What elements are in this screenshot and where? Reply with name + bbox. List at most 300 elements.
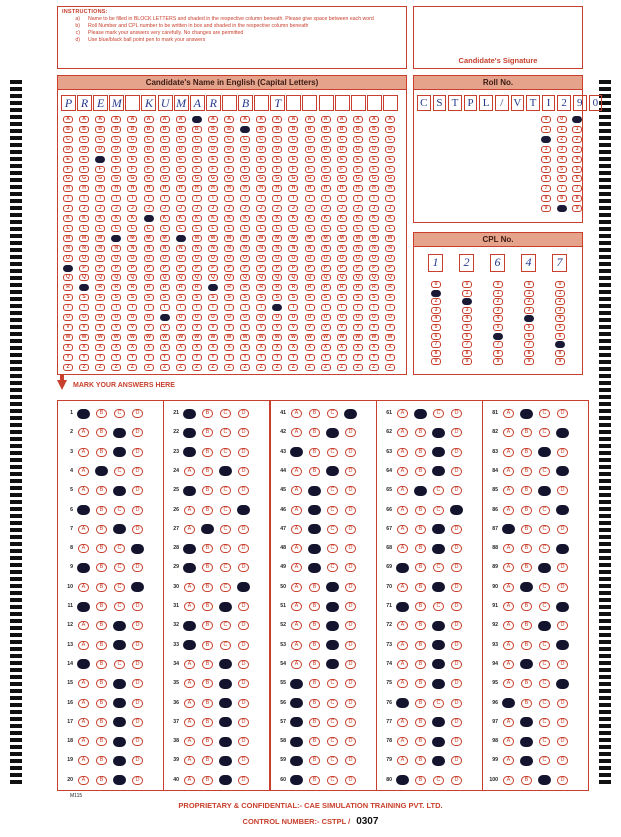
- answer-bubble-b[interactable]: B: [521, 506, 532, 515]
- answer-bubble-a[interactable]: A: [78, 525, 89, 534]
- name-bubble[interactable]: Q: [353, 274, 363, 281]
- name-bubble[interactable]: D: [208, 146, 218, 153]
- name-bubble[interactable]: J: [144, 205, 154, 212]
- name-bubble[interactable]: M: [256, 235, 266, 242]
- name-bubble[interactable]: Z: [63, 364, 73, 371]
- answer-bubble-d[interactable]: D: [238, 776, 249, 785]
- name-bubble[interactable]: J: [127, 205, 137, 212]
- name-bubble[interactable]: A: [288, 116, 298, 123]
- name-bubble[interactable]: X: [321, 344, 331, 351]
- name-bubble[interactable]: V: [160, 324, 170, 331]
- name-bubble[interactable]: H: [79, 185, 89, 192]
- answer-bubble-a[interactable]: A: [503, 756, 514, 765]
- name-bubble[interactable]: O: [272, 255, 282, 262]
- name-char-box[interactable]: P: [61, 95, 76, 111]
- name-bubble[interactable]: K: [160, 215, 170, 222]
- cpl-bubble[interactable]: 7: [555, 341, 565, 348]
- answer-bubble-d[interactable]: D: [451, 718, 462, 727]
- name-bubble[interactable]: Q: [369, 274, 379, 281]
- name-bubble[interactable]: F: [224, 166, 234, 173]
- answer-bubble-d[interactable]: D: [556, 544, 569, 554]
- name-bubble[interactable]: F: [79, 166, 89, 173]
- name-bubble[interactable]: R: [224, 284, 234, 291]
- name-bubble[interactable]: I: [337, 195, 347, 202]
- answer-bubble-b[interactable]: B: [414, 486, 427, 496]
- answer-bubble-a[interactable]: A: [78, 544, 89, 553]
- answer-bubble-a[interactable]: A: [396, 563, 409, 573]
- answer-bubble-a[interactable]: A: [397, 583, 408, 592]
- name-bubble[interactable]: K: [176, 215, 186, 222]
- answer-bubble-c[interactable]: C: [432, 582, 445, 592]
- name-bubble[interactable]: F: [208, 166, 218, 173]
- answer-bubble-b[interactable]: B: [202, 486, 213, 495]
- answer-bubble-a[interactable]: A: [503, 602, 514, 611]
- name-char-box[interactable]: [125, 95, 140, 111]
- name-bubble[interactable]: V: [63, 324, 73, 331]
- name-bubble[interactable]: S: [305, 294, 315, 301]
- cpl-bubble[interactable]: 4: [431, 315, 441, 322]
- cpl-bubble[interactable]: 9: [524, 358, 534, 365]
- roll-bubble[interactable]: 6: [557, 175, 567, 182]
- answer-bubble-d[interactable]: D: [132, 776, 143, 785]
- cpl-bubble[interactable]: 0: [462, 281, 472, 288]
- name-bubble[interactable]: I: [369, 195, 379, 202]
- cpl-bubble[interactable]: 4: [493, 315, 503, 322]
- name-bubble[interactable]: H: [240, 185, 250, 192]
- name-bubble[interactable]: B: [321, 126, 331, 133]
- answer-bubble-d[interactable]: D: [238, 699, 249, 708]
- name-bubble[interactable]: L: [111, 225, 121, 232]
- roll-bubble[interactable]: 1: [541, 126, 551, 133]
- name-bubble[interactable]: C: [272, 136, 282, 143]
- name-bubble[interactable]: N: [79, 245, 89, 252]
- name-bubble[interactable]: G: [160, 175, 170, 182]
- answer-bubble-d[interactable]: D: [451, 641, 462, 650]
- answer-bubble-a[interactable]: A: [184, 718, 195, 727]
- answer-bubble-c[interactable]: C: [114, 602, 125, 611]
- answer-bubble-a[interactable]: A: [78, 756, 89, 765]
- answer-bubble-d[interactable]: D: [132, 718, 143, 727]
- answer-bubble-a[interactable]: A: [77, 659, 90, 669]
- name-bubble[interactable]: U: [144, 314, 154, 321]
- name-bubble[interactable]: L: [208, 225, 218, 232]
- name-bubble[interactable]: E: [224, 156, 234, 163]
- name-bubble[interactable]: M: [111, 235, 121, 242]
- answer-bubble-b[interactable]: B: [415, 602, 426, 611]
- answer-bubble-c[interactable]: C: [538, 621, 551, 631]
- name-bubble[interactable]: I: [160, 195, 170, 202]
- name-bubble[interactable]: D: [369, 146, 379, 153]
- cpl-bubble[interactable]: 6: [431, 333, 441, 340]
- name-bubble[interactable]: M: [160, 235, 170, 242]
- answer-bubble-b[interactable]: B: [202, 467, 213, 476]
- answer-bubble-c[interactable]: C: [113, 640, 126, 650]
- answer-bubble-d[interactable]: D: [451, 486, 462, 495]
- answer-bubble-b[interactable]: B: [202, 448, 213, 457]
- answer-bubble-c[interactable]: C: [432, 737, 445, 747]
- roll-char-box[interactable]: V: [511, 95, 525, 111]
- name-bubble[interactable]: T: [63, 304, 73, 311]
- answer-bubble-b[interactable]: B: [308, 505, 321, 515]
- answer-bubble-c[interactable]: C: [327, 506, 338, 515]
- roll-bubble[interactable]: 5: [572, 166, 582, 173]
- name-bubble[interactable]: J: [385, 205, 395, 212]
- answer-bubble-b[interactable]: B: [308, 563, 321, 573]
- name-bubble[interactable]: U: [272, 314, 282, 321]
- cpl-bubble[interactable]: 2: [431, 298, 441, 305]
- name-bubble[interactable]: T: [95, 304, 105, 311]
- name-bubble[interactable]: K: [385, 215, 395, 222]
- name-bubble[interactable]: U: [288, 314, 298, 321]
- answer-bubble-b[interactable]: B: [415, 544, 426, 553]
- answer-bubble-c[interactable]: C: [220, 621, 231, 630]
- answer-bubble-d[interactable]: D: [345, 428, 356, 437]
- name-bubble[interactable]: U: [176, 314, 186, 321]
- answer-bubble-b[interactable]: B: [308, 524, 321, 534]
- name-bubble[interactable]: S: [176, 294, 186, 301]
- name-bubble[interactable]: Z: [369, 364, 379, 371]
- name-bubble[interactable]: X: [95, 344, 105, 351]
- name-bubble[interactable]: U: [111, 314, 121, 321]
- answer-bubble-d[interactable]: D: [557, 756, 568, 765]
- name-bubble[interactable]: X: [127, 344, 137, 351]
- answer-bubble-a[interactable]: A: [397, 756, 408, 765]
- answer-bubble-b[interactable]: B: [202, 756, 213, 765]
- name-bubble[interactable]: U: [79, 314, 89, 321]
- answer-bubble-b[interactable]: B: [96, 428, 107, 437]
- roll-bubble[interactable]: 5: [541, 166, 551, 173]
- name-bubble[interactable]: X: [111, 344, 121, 351]
- name-bubble[interactable]: S: [63, 294, 73, 301]
- answer-bubble-a[interactable]: A: [78, 467, 89, 476]
- name-bubble[interactable]: Z: [144, 364, 154, 371]
- name-bubble[interactable]: V: [192, 324, 202, 331]
- answer-bubble-b[interactable]: B: [96, 486, 107, 495]
- cpl-char-box[interactable]: 4: [521, 254, 536, 272]
- answer-bubble-b[interactable]: B: [202, 641, 213, 650]
- answer-bubble-d[interactable]: D: [345, 602, 356, 611]
- answer-bubble-a[interactable]: A: [290, 717, 303, 727]
- name-bubble[interactable]: C: [176, 136, 186, 143]
- name-bubble[interactable]: P: [240, 265, 250, 272]
- answer-bubble-a[interactable]: A: [184, 776, 195, 785]
- answer-bubble-a[interactable]: A: [396, 602, 409, 612]
- name-bubble[interactable]: O: [111, 255, 121, 262]
- name-bubble[interactable]: Z: [95, 364, 105, 371]
- name-bubble[interactable]: K: [224, 215, 234, 222]
- name-bubble[interactable]: L: [79, 225, 89, 232]
- answer-bubble-a[interactable]: A: [397, 660, 408, 669]
- name-bubble[interactable]: D: [176, 146, 186, 153]
- name-bubble[interactable]: P: [144, 265, 154, 272]
- name-bubble[interactable]: N: [369, 245, 379, 252]
- name-bubble[interactable]: H: [272, 185, 282, 192]
- name-bubble[interactable]: F: [144, 166, 154, 173]
- answer-bubble-c[interactable]: C: [432, 447, 445, 457]
- name-bubble[interactable]: Y: [63, 354, 73, 361]
- answer-bubble-b[interactable]: B: [308, 486, 321, 496]
- name-bubble[interactable]: Z: [208, 364, 218, 371]
- name-bubble[interactable]: L: [288, 225, 298, 232]
- name-bubble[interactable]: L: [256, 225, 266, 232]
- cpl-bubble[interactable]: 1: [493, 290, 503, 297]
- answer-bubble-a[interactable]: A: [397, 506, 408, 515]
- name-bubble[interactable]: N: [208, 245, 218, 252]
- roll-bubble[interactable]: 8: [557, 195, 567, 202]
- name-bubble[interactable]: Y: [240, 354, 250, 361]
- answer-bubble-c[interactable]: C: [539, 660, 550, 669]
- answer-bubble-b[interactable]: B: [202, 699, 213, 708]
- answer-bubble-a[interactable]: A: [503, 428, 514, 437]
- answer-bubble-d[interactable]: D: [345, 563, 356, 572]
- answer-bubble-b[interactable]: B: [521, 679, 532, 688]
- answer-bubble-a[interactable]: A: [291, 409, 302, 418]
- answer-bubble-c[interactable]: C: [432, 544, 445, 554]
- answer-bubble-b[interactable]: B: [309, 428, 320, 437]
- name-bubble[interactable]: C: [385, 136, 395, 143]
- name-bubble[interactable]: W: [160, 334, 170, 341]
- answer-bubble-c[interactable]: C: [220, 563, 231, 572]
- name-bubble[interactable]: R: [240, 284, 250, 291]
- name-bubble[interactable]: D: [224, 146, 234, 153]
- name-bubble[interactable]: Z: [305, 364, 315, 371]
- answer-bubble-d[interactable]: D: [557, 718, 568, 727]
- answer-bubble-d[interactable]: D: [451, 544, 462, 553]
- answer-bubble-d[interactable]: D: [238, 428, 249, 437]
- name-bubble[interactable]: I: [144, 195, 154, 202]
- answer-bubble-d[interactable]: D: [451, 679, 462, 688]
- answer-bubble-d[interactable]: D: [557, 525, 568, 534]
- answer-bubble-a[interactable]: A: [503, 737, 514, 746]
- answer-bubble-d[interactable]: D: [132, 486, 143, 495]
- answer-bubble-d[interactable]: D: [237, 582, 250, 592]
- answer-bubble-a[interactable]: A: [396, 775, 409, 785]
- answer-bubble-b[interactable]: B: [96, 679, 107, 688]
- name-bubble[interactable]: Y: [337, 354, 347, 361]
- name-bubble[interactable]: T: [256, 304, 266, 311]
- name-bubble[interactable]: J: [176, 205, 186, 212]
- answer-bubble-c[interactable]: C: [113, 717, 126, 727]
- name-bubble[interactable]: T: [272, 304, 282, 311]
- name-bubble[interactable]: O: [144, 255, 154, 262]
- name-bubble[interactable]: B: [79, 126, 89, 133]
- name-bubble[interactable]: C: [127, 136, 137, 143]
- answer-bubble-d[interactable]: D: [557, 563, 568, 572]
- answer-bubble-b[interactable]: B: [96, 544, 107, 553]
- name-bubble[interactable]: Y: [369, 354, 379, 361]
- name-bubble[interactable]: D: [305, 146, 315, 153]
- name-bubble[interactable]: N: [240, 245, 250, 252]
- name-bubble[interactable]: A: [385, 116, 395, 123]
- name-bubble[interactable]: K: [353, 215, 363, 222]
- name-bubble[interactable]: S: [111, 294, 121, 301]
- name-bubble[interactable]: Y: [127, 354, 137, 361]
- name-bubble[interactable]: L: [63, 225, 73, 232]
- name-bubble[interactable]: W: [144, 334, 154, 341]
- name-bubble[interactable]: B: [353, 126, 363, 133]
- name-bubble[interactable]: M: [95, 235, 105, 242]
- answer-bubble-c[interactable]: C: [220, 409, 231, 418]
- name-bubble[interactable]: N: [353, 245, 363, 252]
- answer-bubble-c[interactable]: C: [219, 679, 232, 689]
- name-bubble[interactable]: O: [240, 255, 250, 262]
- answer-bubble-c[interactable]: C: [220, 506, 231, 515]
- name-bubble[interactable]: T: [337, 304, 347, 311]
- answer-bubble-b[interactable]: B: [521, 699, 532, 708]
- answer-bubble-b[interactable]: B: [415, 621, 426, 630]
- roll-bubble[interactable]: 9: [557, 205, 567, 212]
- name-bubble[interactable]: P: [256, 265, 266, 272]
- cpl-bubble[interactable]: 1: [462, 290, 472, 297]
- name-bubble[interactable]: F: [192, 166, 202, 173]
- name-bubble[interactable]: I: [111, 195, 121, 202]
- name-bubble[interactable]: V: [79, 324, 89, 331]
- answer-bubble-c[interactable]: C: [538, 563, 551, 573]
- answer-bubble-b[interactable]: B: [521, 467, 532, 476]
- name-bubble[interactable]: I: [79, 195, 89, 202]
- name-bubble[interactable]: V: [272, 324, 282, 331]
- answer-bubble-a[interactable]: A: [291, 563, 302, 572]
- answer-bubble-a[interactable]: A: [78, 428, 89, 437]
- answer-bubble-a[interactable]: A: [397, 718, 408, 727]
- cpl-bubble[interactable]: 5: [431, 324, 441, 331]
- name-bubble[interactable]: I: [353, 195, 363, 202]
- name-bubble[interactable]: M: [176, 235, 186, 242]
- answer-bubble-c[interactable]: C: [326, 582, 339, 592]
- name-bubble[interactable]: Q: [288, 274, 298, 281]
- roll-bubble[interactable]: 4: [557, 156, 567, 163]
- name-bubble[interactable]: E: [240, 156, 250, 163]
- name-bubble[interactable]: I: [192, 195, 202, 202]
- answer-bubble-a[interactable]: A: [291, 602, 302, 611]
- name-bubble[interactable]: L: [176, 225, 186, 232]
- name-bubble[interactable]: W: [288, 334, 298, 341]
- name-bubble[interactable]: K: [369, 215, 379, 222]
- answer-bubble-d[interactable]: D: [450, 505, 463, 515]
- name-bubble[interactable]: Z: [385, 364, 395, 371]
- name-bubble[interactable]: P: [160, 265, 170, 272]
- name-bubble[interactable]: Z: [160, 364, 170, 371]
- cpl-bubble[interactable]: 6: [493, 333, 503, 340]
- answer-bubble-a[interactable]: A: [77, 505, 90, 515]
- name-bubble[interactable]: O: [192, 255, 202, 262]
- name-bubble[interactable]: T: [176, 304, 186, 311]
- name-bubble[interactable]: K: [79, 215, 89, 222]
- answer-bubble-a[interactable]: A: [503, 486, 514, 495]
- name-bubble[interactable]: V: [111, 324, 121, 331]
- name-bubble[interactable]: Z: [176, 364, 186, 371]
- answer-bubble-b[interactable]: B: [309, 583, 320, 592]
- answer-bubble-b[interactable]: B: [96, 776, 107, 785]
- answer-bubble-c[interactable]: C: [327, 679, 338, 688]
- answer-bubble-b[interactable]: B: [415, 641, 426, 650]
- name-bubble[interactable]: F: [337, 166, 347, 173]
- name-bubble[interactable]: S: [160, 294, 170, 301]
- name-bubble[interactable]: Z: [337, 364, 347, 371]
- cpl-bubble[interactable]: 0: [493, 281, 503, 288]
- answer-bubble-b[interactable]: B: [309, 621, 320, 630]
- roll-bubble[interactable]: 6: [572, 175, 582, 182]
- answer-bubble-a[interactable]: A: [184, 602, 195, 611]
- answer-bubble-a[interactable]: A: [503, 448, 514, 457]
- name-bubble[interactable]: R: [176, 284, 186, 291]
- answer-bubble-b[interactable]: B: [415, 563, 426, 572]
- name-bubble[interactable]: H: [63, 185, 73, 192]
- name-bubble[interactable]: M: [240, 235, 250, 242]
- name-bubble[interactable]: E: [256, 156, 266, 163]
- answer-bubble-c[interactable]: C: [433, 776, 444, 785]
- answer-bubble-d[interactable]: D: [451, 428, 462, 437]
- name-bubble[interactable]: Y: [224, 354, 234, 361]
- name-bubble[interactable]: Q: [321, 274, 331, 281]
- answer-bubble-d[interactable]: D: [345, 486, 356, 495]
- answer-bubble-a[interactable]: A: [397, 641, 408, 650]
- name-bubble[interactable]: J: [337, 205, 347, 212]
- cpl-bubble[interactable]: 7: [493, 341, 503, 348]
- name-bubble[interactable]: P: [192, 265, 202, 272]
- name-bubble[interactable]: W: [79, 334, 89, 341]
- name-bubble[interactable]: V: [208, 324, 218, 331]
- answer-bubble-b[interactable]: B: [96, 756, 107, 765]
- answer-bubble-a[interactable]: A: [77, 602, 90, 612]
- name-bubble[interactable]: F: [305, 166, 315, 173]
- name-bubble[interactable]: X: [144, 344, 154, 351]
- name-bubble[interactable]: B: [240, 126, 250, 133]
- name-bubble[interactable]: B: [272, 126, 282, 133]
- name-bubble[interactable]: D: [321, 146, 331, 153]
- name-bubble[interactable]: T: [160, 304, 170, 311]
- answer-bubble-c[interactable]: C: [326, 428, 339, 438]
- cpl-bubble[interactable]: 8: [462, 350, 472, 357]
- name-bubble[interactable]: O: [95, 255, 105, 262]
- name-bubble[interactable]: Y: [353, 354, 363, 361]
- answer-bubble-c[interactable]: C: [113, 737, 126, 747]
- answer-bubble-a[interactable]: A: [397, 467, 408, 476]
- answer-bubble-d[interactable]: D: [451, 602, 462, 611]
- name-bubble[interactable]: S: [192, 294, 202, 301]
- name-bubble[interactable]: L: [95, 225, 105, 232]
- name-bubble[interactable]: C: [144, 136, 154, 143]
- name-bubble[interactable]: Q: [192, 274, 202, 281]
- answer-bubble-c[interactable]: C: [327, 776, 338, 785]
- name-bubble[interactable]: H: [288, 185, 298, 192]
- name-bubble[interactable]: A: [256, 116, 266, 123]
- answer-bubble-a[interactable]: A: [183, 640, 196, 650]
- name-bubble[interactable]: D: [256, 146, 266, 153]
- name-bubble[interactable]: P: [288, 265, 298, 272]
- name-bubble[interactable]: M: [321, 235, 331, 242]
- name-bubble[interactable]: A: [224, 116, 234, 123]
- answer-bubble-d[interactable]: D: [238, 679, 249, 688]
- name-char-box[interactable]: R: [77, 95, 92, 111]
- name-bubble[interactable]: Y: [288, 354, 298, 361]
- name-bubble[interactable]: C: [369, 136, 379, 143]
- name-bubble[interactable]: Q: [111, 274, 121, 281]
- name-char-box[interactable]: [222, 95, 237, 111]
- name-bubble[interactable]: H: [224, 185, 234, 192]
- name-bubble[interactable]: W: [369, 334, 379, 341]
- name-char-box[interactable]: E: [93, 95, 108, 111]
- name-bubble[interactable]: E: [337, 156, 347, 163]
- name-bubble[interactable]: E: [192, 156, 202, 163]
- name-bubble[interactable]: V: [224, 324, 234, 331]
- answer-bubble-c[interactable]: C: [539, 428, 550, 437]
- answer-bubble-c[interactable]: C: [113, 621, 126, 631]
- answer-bubble-a[interactable]: A: [397, 428, 408, 437]
- name-bubble[interactable]: N: [256, 245, 266, 252]
- answer-bubble-d[interactable]: D: [451, 699, 462, 708]
- name-bubble[interactable]: N: [144, 245, 154, 252]
